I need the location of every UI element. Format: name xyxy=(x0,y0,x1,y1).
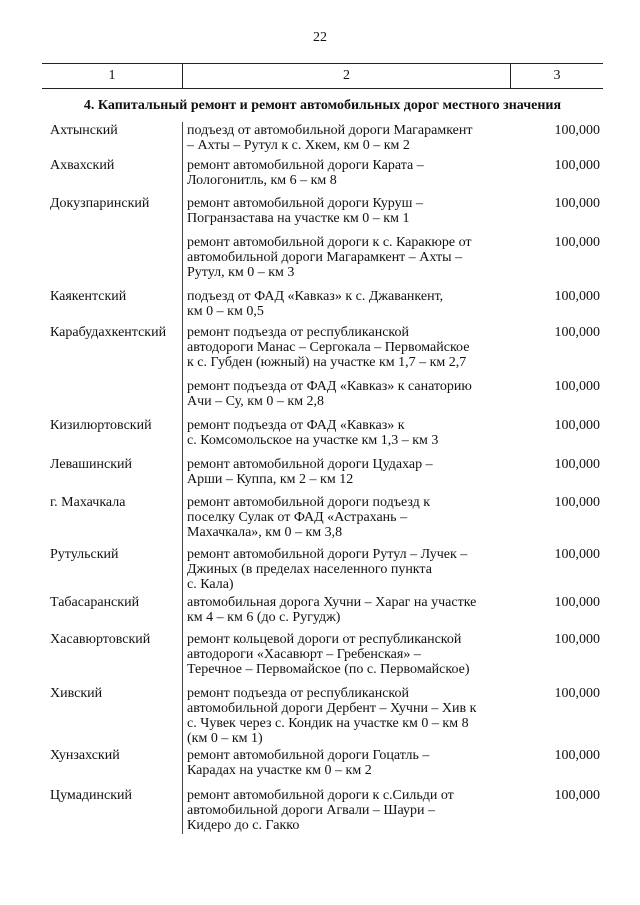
description-line: ремонт автомобильной дороги Карата – xyxy=(187,158,424,173)
description-line: подъезд от ФАД «Кавказ» к с. Джаванкент, xyxy=(187,289,444,304)
description-line: автомобильной дороги Магарамкент – Ахты – xyxy=(187,250,463,265)
district-name: Хунзахский xyxy=(50,748,120,763)
description-line: подъезд от автомобильной дороги Магарамкент xyxy=(187,123,473,138)
road-description xyxy=(187,379,507,409)
description-line: ремонт автомобильной дороги Гоцатль – xyxy=(187,748,430,763)
road-description xyxy=(187,196,507,226)
description-line: Теречное – Первомайское (по с. Первомайское) xyxy=(187,662,470,677)
district-name: Табасаранский xyxy=(50,595,140,610)
header-col-2: 2 xyxy=(183,64,511,88)
amount-value: 100,000 xyxy=(554,748,600,763)
amount-value: 100,000 xyxy=(554,123,600,138)
district-name: Докузпаринский xyxy=(50,196,150,211)
description-line: автомобильной дороги Агвали – Шаури – xyxy=(187,803,436,818)
description-line: к с. Губден (южный) на участке км 1,7 – км 2,7 xyxy=(187,355,467,370)
description-line: Ачи – Су, км 0 – км 2,8 xyxy=(187,394,325,409)
district-name: Цумадинский xyxy=(50,788,133,803)
description-line: Арши – Куппа, км 2 – км 12 xyxy=(187,472,354,487)
description-line: (км 0 – км 1) xyxy=(187,731,263,746)
description-line: ремонт автомобильной дороги к с. Каракюре от xyxy=(187,235,472,250)
district-name: Ахвахский xyxy=(50,158,115,173)
description-line: Погранзастава на участке км 0 – км 1 xyxy=(187,211,410,226)
description-line: ремонт подъезда от ФАД «Кавказ» к xyxy=(187,418,405,433)
description-line: Лологонитль, км 6 – км 8 xyxy=(187,173,337,188)
description-line: ремонт автомобильной дороги Цудахар – xyxy=(187,457,433,472)
description-line: ремонт подъезда от республиканской xyxy=(187,325,409,340)
road-description xyxy=(187,686,507,746)
description-line: ремонт автомобильной дороги Куруш – xyxy=(187,196,423,211)
road-description xyxy=(187,547,507,592)
district-name: Карабудахкентский xyxy=(50,325,167,340)
road-description xyxy=(187,595,507,625)
amount-value: 100,000 xyxy=(554,547,600,562)
road-description xyxy=(187,788,507,833)
road-description xyxy=(187,158,507,188)
road-description xyxy=(187,418,507,448)
description-line: ремонт подъезда от республиканской xyxy=(187,686,409,701)
description-line: с. Чувек через с. Кондик на участке км 0 – км 8 xyxy=(187,716,469,731)
description-line: Рутул, км 0 – км 3 xyxy=(187,265,295,280)
amount-value: 100,000 xyxy=(554,379,600,394)
description-line: км 0 – км 0,5 xyxy=(187,304,264,319)
description-line: Джиных (в пределах населенного пункта xyxy=(187,562,432,577)
district-name: Кизилюртовский xyxy=(50,418,152,433)
road-description xyxy=(187,123,507,153)
description-line: автодороги «Хасавюрт – Гребенская» – xyxy=(187,647,421,662)
amount-value: 100,000 xyxy=(554,158,600,173)
header-col-3: 3 xyxy=(553,68,561,83)
column-divider xyxy=(182,122,183,834)
description-line: с. Комсомольское на участке км 1,3 – км 3 xyxy=(187,433,439,448)
description-line: ремонт автомобильной дороги Рутул – Лучек – xyxy=(187,547,468,562)
description-line: Махачкала», км 0 – км 3,8 xyxy=(187,525,343,540)
amount-value: 100,000 xyxy=(554,686,600,701)
description-line: поселку Сулак от ФАД «Астрахань – xyxy=(187,510,408,525)
amount-value: 100,000 xyxy=(554,289,600,304)
amount-value: 100,000 xyxy=(554,495,600,510)
road-description xyxy=(187,748,507,778)
description-line: км 4 – км 6 (до с. Ругудж) xyxy=(187,610,341,625)
description-line: ремонт кольцевой дороги от республиканской xyxy=(187,632,462,647)
district-name: Хасавюртовский xyxy=(50,632,151,647)
amount-value: 100,000 xyxy=(554,235,600,250)
description-line: Кидеро до с. Гакко xyxy=(187,818,300,833)
district-name: г. Махачкала xyxy=(50,495,126,510)
section-title: 4. Капитальный ремонт и ремонт автомобильных дорог местного значения xyxy=(83,98,562,113)
description-line: ремонт подъезда от ФАД «Кавказ» к санаторию xyxy=(187,379,472,394)
amount-value: 100,000 xyxy=(554,788,600,803)
district-name: Каякентский xyxy=(50,289,127,304)
description-line: автодороги Манас – Сергокала – Первомайское xyxy=(187,340,470,355)
description-line: автомобильная дорога Хучни – Хараг на участке xyxy=(187,595,477,610)
district-name: Ахтынский xyxy=(50,123,118,138)
road-description xyxy=(187,632,507,677)
description-line: автомобильной дороги Дербент – Хучни – Хив к xyxy=(187,701,477,716)
amount-value: 100,000 xyxy=(554,196,600,211)
description-line: – Ахты – Рутул к с. Хкем, км 0 – км 2 xyxy=(187,138,410,153)
header-col-1: 1 xyxy=(42,64,183,88)
road-description xyxy=(187,289,507,319)
amount-value: 100,000 xyxy=(554,418,600,433)
amount-value: 100,000 xyxy=(554,595,600,610)
amount-value: 100,000 xyxy=(554,457,600,472)
road-description xyxy=(187,495,507,540)
description-line: Карадах на участке км 0 – км 2 xyxy=(187,763,372,778)
district-name: Левашинский xyxy=(50,457,133,472)
table-header xyxy=(42,63,603,89)
district-name: Хивский xyxy=(50,686,103,701)
road-description xyxy=(187,325,507,370)
amount-value: 100,000 xyxy=(554,325,600,340)
description-line: ремонт автомобильной дороги подъезд к xyxy=(187,495,431,510)
description-line: с. Кала) xyxy=(187,577,234,592)
road-description xyxy=(187,457,507,487)
description-line: ремонт автомобильной дороги к с.Сильди от xyxy=(187,788,454,803)
amount-value: 100,000 xyxy=(554,632,600,647)
road-description xyxy=(187,235,507,280)
district-name: Рутульский xyxy=(50,547,119,562)
page-number: 22 xyxy=(313,30,327,45)
